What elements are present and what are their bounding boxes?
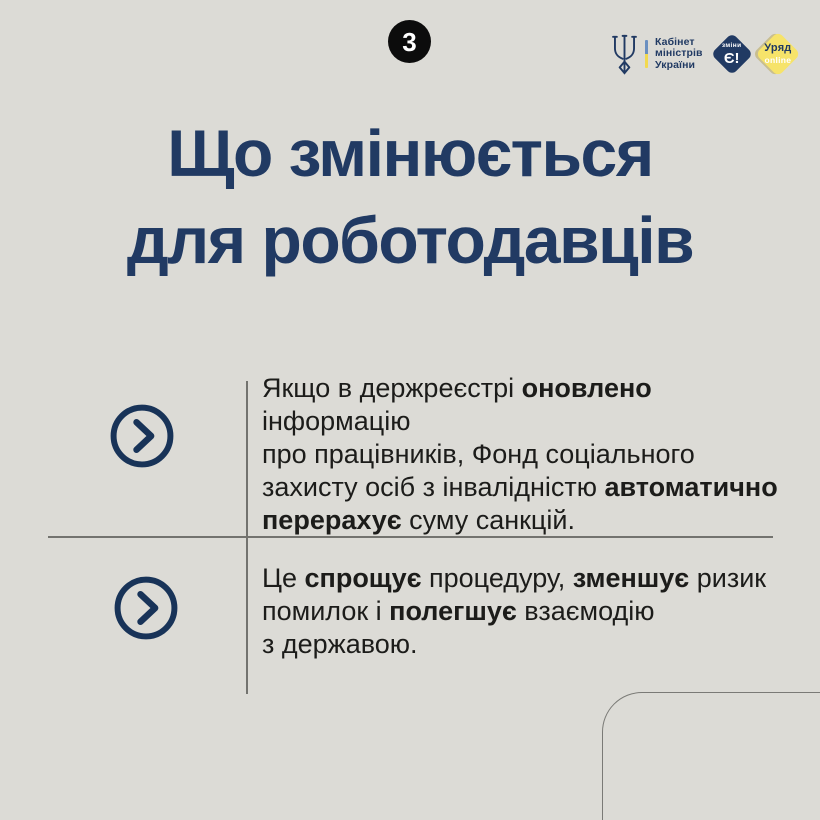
cabinet-logo-line: міністрів	[655, 47, 703, 60]
zminy-badge-top-label: зміни	[721, 41, 742, 49]
flag-divider-blue	[645, 40, 648, 54]
list-item-text: Це спрощує процедуру, зменшує ризик помилок і полегшує взаємодію з державою.	[262, 563, 767, 659]
uriad-badge-main-label: Уряд	[764, 42, 792, 55]
page-number-badge	[388, 20, 431, 63]
header-logos	[610, 28, 794, 80]
page-title-line2: для роботодавців	[126, 203, 694, 277]
page-number: 3	[402, 26, 417, 57]
chevron-right-circle-icon	[113, 575, 179, 641]
vertical-divider	[246, 381, 248, 694]
page-title	[0, 110, 820, 284]
cabinet-logo-line: України	[655, 58, 696, 71]
trident-icon	[610, 33, 639, 75]
cabinet-logo-text	[655, 37, 703, 72]
uriad-badge-sub-label: online	[764, 55, 792, 66]
cabinet-logo-line: Кабінет	[655, 35, 695, 48]
chevron-right-circle-icon	[109, 403, 175, 469]
zminy-badge-main-label: Є!	[723, 49, 740, 67]
zminy-badge	[710, 33, 752, 75]
flag-divider-yellow	[645, 54, 648, 68]
uriad-online-badge	[755, 31, 800, 76]
corner-outline-decoration	[602, 692, 820, 820]
page-title-line1: Що змінюється	[167, 116, 653, 190]
flag-divider	[645, 40, 648, 68]
list-item-text: Якщо в держреєстрі оновлено інформацію про працівників, Фонд соціального захисту осіб з інвалідністю автоматично перерахує суму санкцій.	[262, 373, 778, 535]
